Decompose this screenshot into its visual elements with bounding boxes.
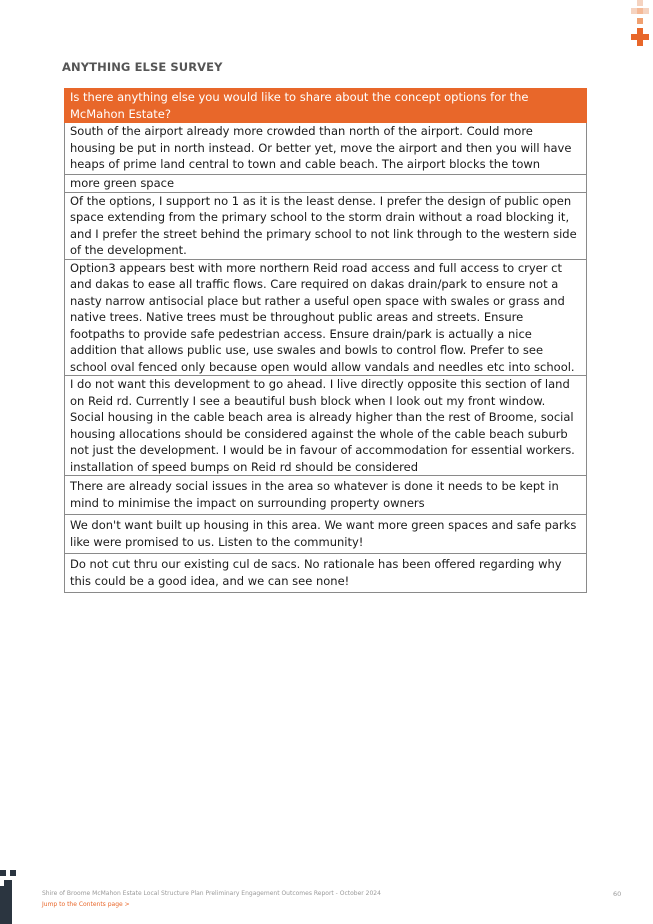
table-row xyxy=(65,175,587,193)
table-row xyxy=(65,554,587,593)
survey-table xyxy=(64,88,587,593)
table-row xyxy=(65,123,587,175)
table-header-row xyxy=(65,89,587,123)
table-row xyxy=(65,376,587,476)
response-cell: Do not cut thru our existing cul de sacs. No rationale has been offered regarding why this could be a good idea, and we can see none! xyxy=(65,554,587,593)
table-row xyxy=(65,476,587,515)
response-cell: There are already social issues in the area so whatever is done it needs to be kept in mind to minimise the impact on surrounding property owners xyxy=(65,476,587,515)
response-cell: I do not want this development to go ahead. I live directly opposite this section of land on Reid rd. Currently I see a beautiful bush block when I look out my front window. Social housing in the cable beach area is already higher than the rest of Broome, social housing allocations should be considered against the whole of the cable beach suburb not just the development. I would be in favour of accommodation for essential workers. installation of speed bumps on Reid rd should be considered xyxy=(65,376,587,476)
decorative-cross-icon xyxy=(629,0,653,50)
response-cell: We don't want built up housing in this area. We want more green spaces and safe parks like were promised to us. Listen to the community! xyxy=(65,515,587,554)
table-row xyxy=(65,259,587,376)
section-title: ANYTHING ELSE SURVEY xyxy=(62,60,223,74)
footer-report-title: Shire of Broome McMahon Estate Local Structure Plan Preliminary Engagement Outcomes Report - October 2024 xyxy=(42,890,381,897)
page-number: 60 xyxy=(613,890,622,898)
response-cell: Of the options, I support no 1 as it is the least dense. I prefer the design of public open space extending from the primary school to the storm drain without a road blocking it, and I prefer the street behind the primary school to not link through to the western side of the development. xyxy=(65,192,587,259)
decorative-bars-icon xyxy=(0,866,18,924)
survey-question: Is there anything else you would like to share about the concept options for the McMahon Estate? xyxy=(65,89,587,123)
contents-link[interactable]: Jump to the Contents page > xyxy=(42,901,130,908)
table-row xyxy=(65,192,587,259)
response-cell: Option3 appears best with more northern Reid road access and full access to cryer ct and dakas to ease all traffic flows. Care required on dakas drain/park to ensure not a nasty narrow antisocial place but rather a useful open space with swales or grass and native trees. Native trees must be throughout public areas and streets. Ensure footpaths to provide safe pedestrian access. Ensure drain/park is actually a nice addition that allows public use, use swales and bowls to control flow. Prefer to see school oval fenced only because open would allow vandals and needles etc into school. xyxy=(65,259,587,376)
response-cell: South of the airport already more crowded than north of the airport. Could more housing be put in north instead. Or better yet, move the airport and then you will have heaps of prime land central to town and cable beach. The airport blocks the town xyxy=(65,123,587,175)
response-cell: more green space xyxy=(65,175,587,193)
table-row xyxy=(65,515,587,554)
